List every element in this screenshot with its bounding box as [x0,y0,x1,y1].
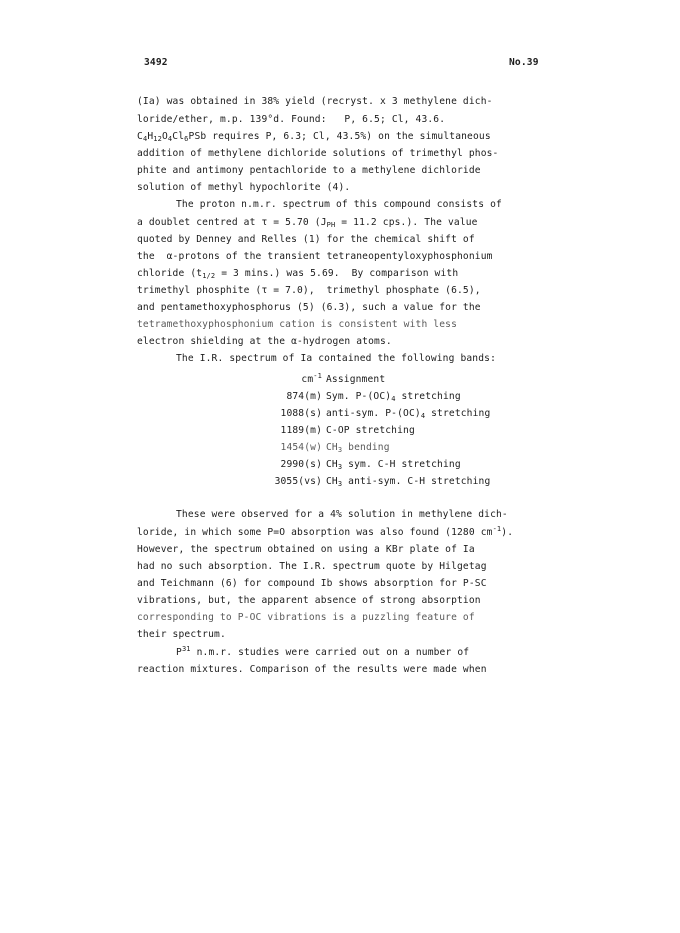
text-span: anti-sym. P-(OC) [326,408,421,419]
text-line: trimethyl phosphite (τ = 7.0), trimethyl phosphate (6.5), [137,285,481,296]
unit-text: cm [301,374,314,385]
text-line [137,217,478,228]
text-line: reaction mixtures. Comparison of the results were made when [137,664,487,675]
text-span: CH [326,442,338,453]
formula-rest: PSb requires P, 6.3; Cl, 43.5%) on the simultaneous [188,131,491,142]
text-line: and pentamethoxyphosphorus (5) (6.3), such a value for the [137,302,481,313]
text-line [137,527,513,538]
text-line [137,268,458,279]
table-assignment [326,408,490,419]
superscript: -1 [492,525,502,533]
text-line: However, the spectrum obtained on using a KBr plate of Ia [137,544,475,555]
table-assignment [326,459,461,470]
text-line: had no such absorption. The I.R. spectrum quote by Hilgetag [137,561,487,572]
subscript: 4 [420,412,426,420]
table-band: 3055(vs) [274,476,322,487]
formula-sub: 4 [142,135,148,143]
formula-sub: 12 [153,135,162,143]
subscript: 3 [337,480,343,488]
page-number: 3492 [144,57,168,68]
formula-c: C [137,131,143,142]
table-band: 1088(s) [280,408,322,419]
text-line: vibrations, but, the apparent absence of strong absorption [137,595,481,606]
text-span: P [176,647,182,658]
table-band: 2990(s) [280,459,322,470]
text-span: a doublet centred at τ = 5.70 (J [137,217,327,228]
text-span: loride, in which some P=O absorption was also found (1280 cm [137,527,493,538]
text-line: addition of methylene dichloride solutions of trimethyl phos- [137,148,499,159]
text-span: = 3 mins.) was 5.69. By comparison with [215,268,459,279]
subscript: 1/2 [202,272,216,280]
text-span: C-OP stretching [326,425,415,436]
text-span: CH [326,476,338,487]
table-assignment [326,425,415,436]
formula-o: O [161,131,168,142]
text-span: n.m.r. studies were carried out on a number of [190,647,470,658]
formula-sub: 6 [184,135,189,143]
text-line: phite and antimony pentachloride to a methylene dichloride [137,165,481,176]
text-line: electron shielding at the α-hydrogen atoms. [137,336,392,347]
text-line: loride/ether, m.p. 139°d. Found: P, 6.5; Cl, 43.6. [137,114,446,125]
text-line: The proton n.m.r. spectrum of this compound consists of [176,199,502,210]
table-assignment [326,476,490,487]
text-line-formula [137,131,491,142]
text-line: the α-protons of the transient tetraneopentyloxyphosphonium [137,251,493,262]
subscript: 3 [337,463,343,471]
table-band: 1189(m) [280,425,322,436]
subscript: 3 [337,446,343,454]
text-line: These were observed for a 4% solution in methylene dich- [176,509,508,520]
table-assignment [326,442,390,453]
subscript: PH [326,221,336,229]
subscript: 4 [391,395,396,403]
text-span: stretching [425,408,491,419]
text-line: quoted by Denney and Relles (1) for the chemical shift of [137,234,475,245]
table-assignment [326,391,461,402]
issue-number: No.39 [509,57,539,68]
formula-sub: 4 [167,135,173,143]
formula-h: H [147,131,154,142]
superscript: -1 [313,372,322,380]
text-line [176,647,469,658]
text-span: chloride (t [137,268,203,279]
superscript: 31 [181,645,191,653]
text-line: corresponding to P-OC vibrations is a puzzling feature of [137,612,475,623]
text-line: (Ia) was obtained in 38% yield (recryst. x 3 methylene dich- [137,96,493,107]
text-line: The I.R. spectrum of Ia contained the following bands: [176,353,496,364]
text-span: = 11.2 cps.). The value [335,217,478,228]
text-span: ). [501,527,514,538]
text-span: sym. C-H stretching [342,459,461,470]
text-line: tetramethoxyphosphonium cation is consistent with less [137,319,457,330]
text-span: bending [342,442,390,453]
table-header-assignment: Assignment [326,374,386,385]
text-line: solution of methyl hypochlorite (4). [137,182,351,193]
text-span: Sym. P-(OC) [326,391,392,402]
text-span: CH [326,459,338,470]
formula-cl: Cl [172,131,185,142]
table-header-unit [256,374,322,385]
text-span: stretching [395,391,461,402]
table-band: 1454(w) [280,442,322,453]
text-line: their spectrum. [137,629,226,640]
text-span: anti-sym. C-H stretching [342,476,491,487]
table-band: 874(m) [286,391,322,402]
text-line: and Teichmann (6) for compound Ib shows absorption for P-SC [137,578,487,589]
